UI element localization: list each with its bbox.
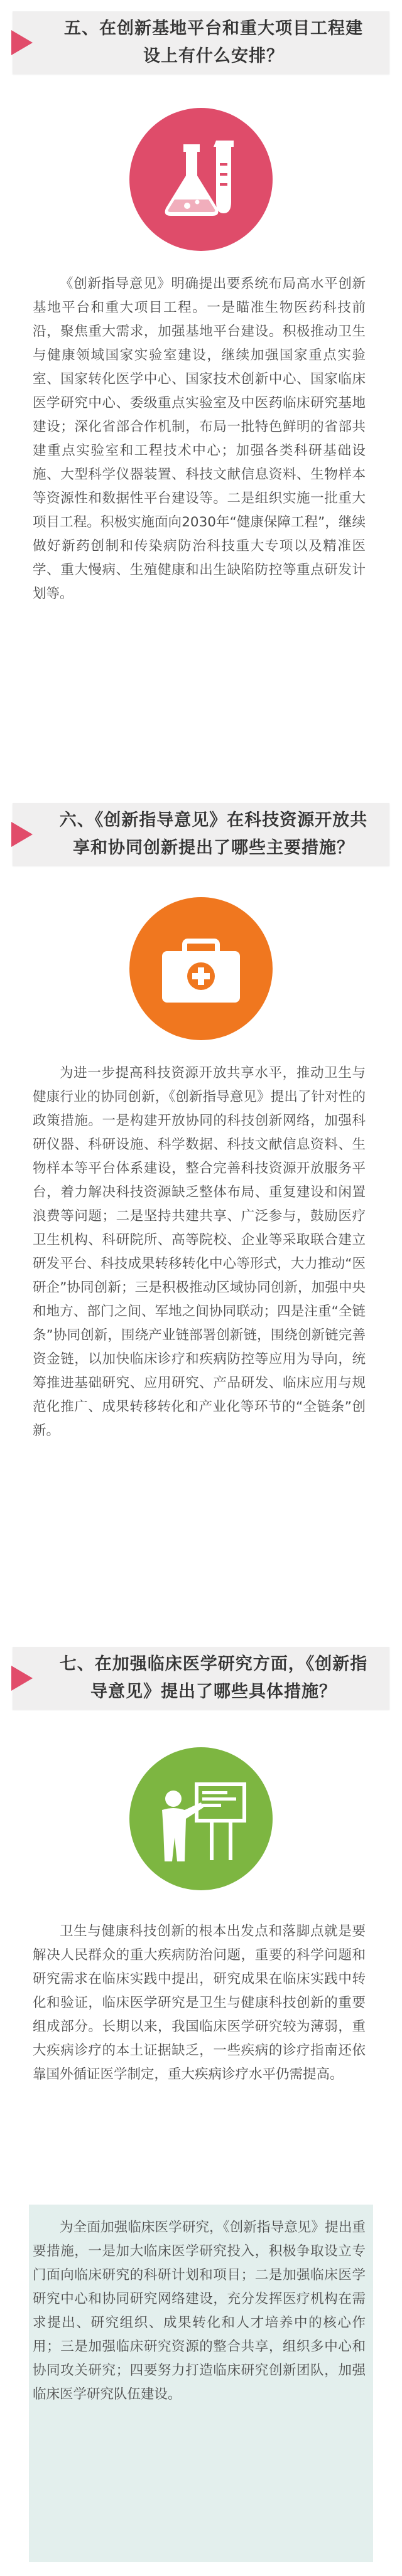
teacher-blackboard-icon [129, 1747, 273, 1890]
question-title: 五、在创新基地平台和重大项目工程建设上有什么安排？ [64, 19, 363, 66]
question-title: 七、在加强临床医学研究方面，《创新指导意见》提出了哪些具体措施？ [59, 1654, 368, 1701]
question-banner [13, 1647, 389, 1710]
question-banner [13, 803, 389, 866]
section-paragraph: 《创新指导意见》明确提出要系统布局高水平创新基地平台和重大项目工程。一是瞄准生物医药科技前沿，聚焦重大需求，加强基地平台建设。积极推动卫生与健康领域国家实验室建设，继续加强国家重点实验室、国家转化医学中心、国家技术创新中心、国家临床医学研究中心、委级重点实验室及中医药临床研究基地建设；深化省部合作机制，布局一批特色鲜明的省部共建重点实验室和工程技术中心；加强各类科研基础设施、大型科学仪器装置、科技文献信息资料、生物样本等资源性和数据性平台建设等。二是组织实施一批重大项目工程。积极实施面向2030年“健康保障工程”，继续做好新药创制和传染病防治科技重大专项以及精准医学、重大慢病、生殖健康和出生缺陷防控等重点研发计划等。 [33, 276, 366, 602]
pink-arrow-marker [11, 822, 33, 847]
pink-arrow-marker [11, 30, 33, 55]
lab-flask-icon [129, 108, 273, 251]
question-banner [13, 11, 389, 74]
section-paragraph: 卫生与健康科技创新的根本出发点和落脚点就是要解决人民群众的重大疾病防治问题，重要的科学问题和研究需求在临床实践中提出，研究成果在临床实践中转化和验证，临床医学研究是卫生与健康科技创新的重要组成部分。长期以来，我国临床医学研究较为薄弱，重大疾病诊疗的本土证据缺乏，一些疾病的诊疗指南还依靠国外循证医学制定，重大疾病诊疗水平仍需提高。 [33, 1924, 366, 2082]
pink-arrow-marker [11, 1666, 33, 1691]
section-paragraph: 为进一步提高科技资源开放共享水平，推动卫生与健康行业的协同创新，《创新指导意见》提出了针对性的政策措施。一是构建开放协同的科技创新网络，加强科研仪器、科研设施、科学数据、科技文献信息资料、生物样本等平台体系建设，整合完善科技资源开放服务平台，着力解决科技资源缺乏整体布局、重复建设和闲置浪费等问题；二是坚持共建共享、广泛参与，鼓励医疗卫生机构、科研院所、高等院校、企业等采取联合建立研发平台、科技成果转移转化中心等形式，大力推动“医研企”协同创新；三是积极推动区域协同创新，加强中央和地方、部门之间、军地之间协同联动；四是注重“全链条”协同创新，围绕产业链部署创新链，围绕创新链完善资金链，以加快临床诊疗和疾病防控等应用为导向，统筹推进基础研究、应用研究、产品研发、临床应用与规范化推广、成果转移转化和产业化等环节的“全链条”创新。 [33, 1065, 366, 1439]
medical-kit-icon [129, 897, 273, 1040]
section-paragraph-highlight: 为全面加强临床医学研究，《创新指导意见》提出重要措施，一是加大临床医学研究投入，积极争取设立专门面向临床研究的科研计划和项目；二是加强临床医学研究中心和协同研究网络建设，充分发挥医疗机构在需求提出、研究组织、成果转化和人才培养中的核心作用；三是加强临床研究资源的整合共享，组织多中心和协同攻关研究；四要努力打造临床研究创新团队，加强临床医学研究队伍建设。 [33, 2220, 366, 2402]
question-title: 六、《创新指导意见》在科技资源开放共享和协同创新提出了哪些主要措施？ [59, 811, 368, 858]
